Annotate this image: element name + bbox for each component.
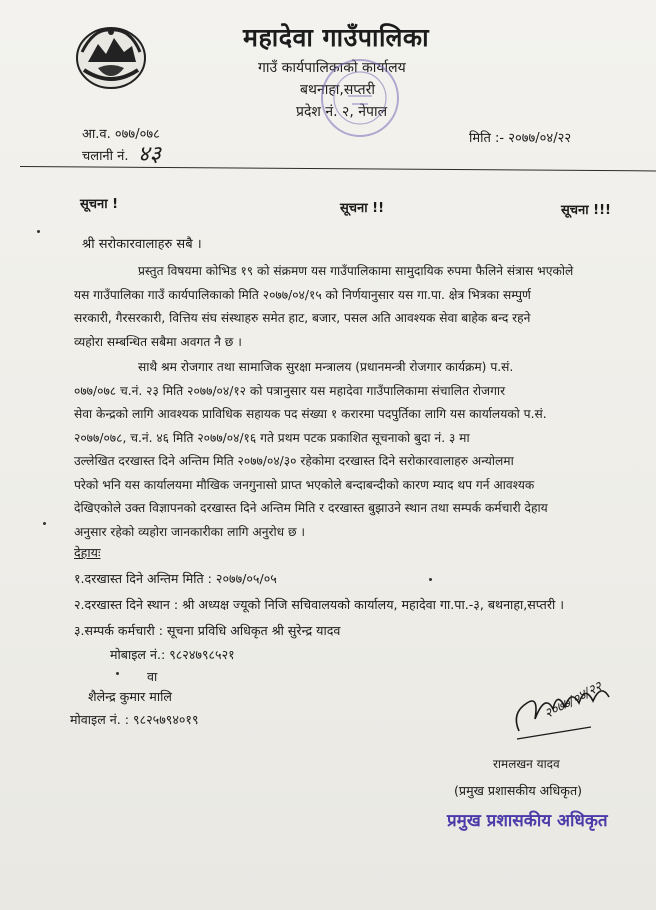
speck — [37, 230, 40, 233]
salutation: श्री सरोकारवालाहरु सबै । — [82, 237, 202, 252]
header-divider — [20, 166, 656, 171]
nepal-emblem-icon — [74, 22, 148, 90]
paragraph-line: व्यहोरा सम्बन्धित सबैमा अवगत नै छ । — [74, 334, 242, 349]
fiscal-year: आ.व. ०७७/०७८ — [82, 127, 160, 142]
contact-mobile-1: मोबाइल नं.: ९८२४७९८५२१ — [110, 647, 235, 662]
dispatch-label: चलानी नं. — [82, 149, 129, 164]
contact-name-2: शैलेन्द्र कुमार मालि — [88, 689, 172, 704]
list-item-deadline: १.दरखास्त दिने अन्तिम मिति : २०७७/०५/०५ — [74, 571, 277, 586]
list-item-location: २.दरखास्त दिने स्थान : श्री अध्यक्ष ज्यूको निजि सचिवालयको कार्यालय, महादेवा गा.पा.-३, बथनाहा,सप्तरी । — [74, 597, 565, 612]
paragraph-line: अनुसार रहेको व्यहोरा जानकारीका लागि अनुरोध छ । — [74, 524, 306, 539]
signatory-title: (प्रमुख प्रशासकीय अधिकृत) — [454, 783, 583, 798]
office-seal-icon — [318, 56, 402, 140]
paragraph-line: यस गाउँपालिका गाउँ कार्यपालिकाको मिति २०७७/०४/१५ को निर्णयानुसार यस गा.पा. क्षेत्र भित्रका सम्पुर्ण — [74, 287, 531, 302]
paragraph-line: उल्लेखित दरखास्त दिने अन्तिम मिति २०७७/०४/३० रहेकोमा दरखास्त दिने सरोकारवालाहरु अन्योलमा — [74, 454, 514, 468]
dispatch-number: ४३ — [138, 142, 161, 167]
office-name: गाउँ कार्यपालिकाको कार्यालय — [258, 60, 406, 76]
contact-or: वा — [147, 669, 158, 684]
paragraph-line: २०७७/०७८, च.नं. ४६ मिति २०७७/०४/१६ गते प्रथम पटक प्रकाशित सूचनाको बुदा नं. ३ मा — [74, 430, 470, 445]
office-address: बथनाहा,सप्तरी — [300, 82, 375, 98]
contact-mobile-2: मोवाइल नं. : ९८२५७९४०१९ — [70, 712, 199, 727]
dehay-heading: देहायः — [74, 545, 101, 560]
notice-label-right: सूचना !!! — [561, 203, 611, 218]
province-line: प्रदेश नं. २, नेपाल — [296, 104, 388, 120]
signature-scrawl-icon — [505, 673, 635, 755]
signatory-stamp: प्रमुख प्रशासकीय अधिकृत — [447, 811, 608, 831]
speck — [43, 522, 46, 525]
issue-date: मिति :- २०७७/०४/२२ — [469, 131, 572, 146]
paragraph-line: सेवा केन्द्रको लागि आवश्यक प्राविधिक सहायक पद संख्या १ करारमा पदपुर्तिका लागि यस कार्यालयको प.सं. — [74, 407, 547, 421]
speck — [116, 672, 119, 675]
paragraph-line: प्रस्तुत विषयमा कोभिड १९ को संक्रमण यस गाउँपालिकामा सामुदायिक रुपमा फैलिने संत्रास भएकोले — [138, 264, 574, 278]
speck — [429, 578, 432, 581]
paragraph-2 — [74, 356, 622, 544]
notice-label-center: सूचना !! — [340, 201, 385, 216]
paragraph-line: सरकारी, गैरसरकारी, वित्तिय संघ संस्थाहरु समेत हाट, बजार, पसल अति आवश्यक सेवा बाहेक बन्द रहने — [74, 311, 531, 325]
list-item-contact: ३.सम्पर्क कर्मचारी : सूचना प्रविधि अधिकृत श्री सुरेन्द्र यादव — [74, 623, 341, 638]
signatory-name: रामलखन यादव — [493, 757, 560, 771]
paragraph-1 — [74, 260, 622, 354]
notice-label-left: सूचना ! — [80, 197, 119, 212]
municipality-name: महादेवा गाउँपालिका — [243, 23, 430, 52]
paragraph-line: परेको भनि यस कार्यालयमा मौखिक जनगुनासो प्राप्त भएकोले बन्दाबन्दीको कारण म्याद थप गर्न आवश्यक — [74, 477, 535, 492]
signature-date: २०७७/०४/२२ — [542, 679, 605, 722]
paragraph-line: साथै श्रम रोजगार तथा सामाजिक सुरक्षा मन्त्रालय (प्रधानमन्त्री रोजगार कार्यक्रम) प.सं. — [138, 360, 514, 374]
paragraph-line: ०७७/०७८ च.नं. २३ मिति २०७७/०४/१२ को पत्रानुसार यस महादेवा गाउँपालिकामा संचालित रोजगार — [74, 383, 506, 398]
paragraph-line: देखिएकोले उक्त विज्ञापनको दरखास्त दिने अन्तिम मिति र दरखास्त बुझाउने स्थान तथा सम्पर्क कर्मचारी देहाय — [74, 501, 548, 515]
